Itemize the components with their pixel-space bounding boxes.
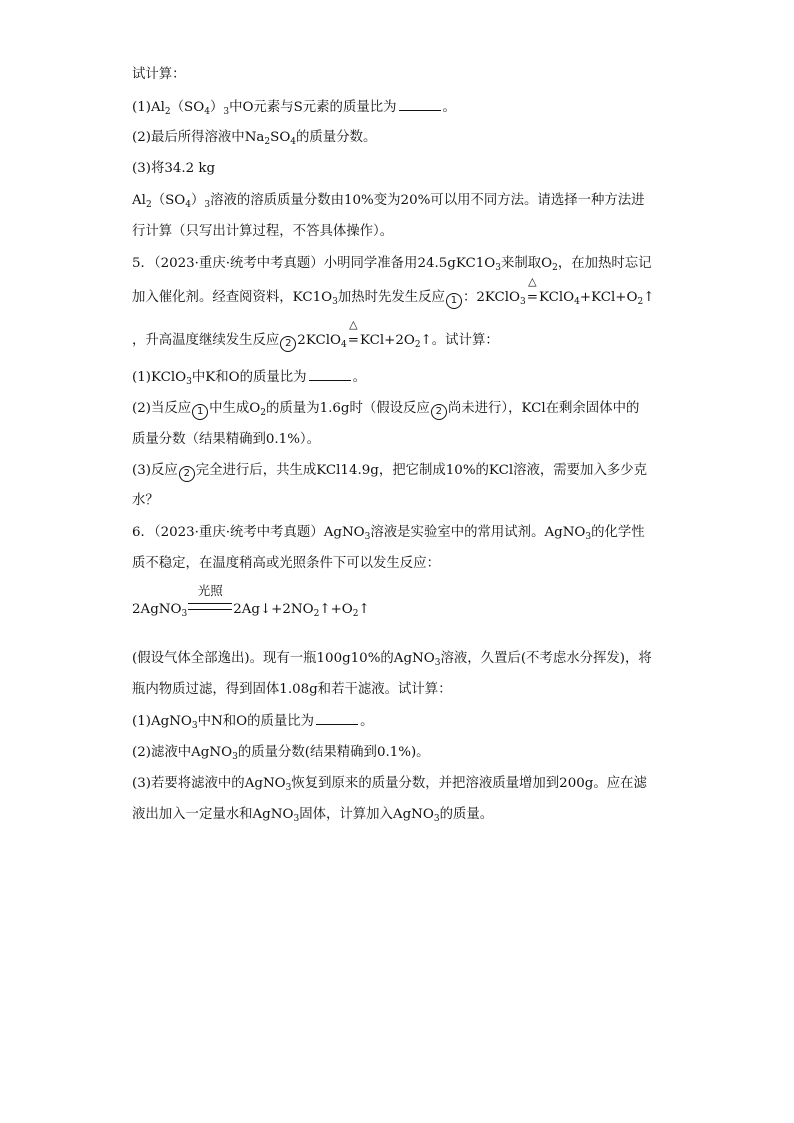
q4-part2: (2)最后所得溶液中$Na_2SO_4$的质量分数。	[132, 130, 377, 147]
q6-part2: (2)滤液中AgNO$_3$的质量分数(结果精确到0.1%)。	[132, 745, 430, 762]
circled-number-2-icon: 2	[431, 404, 447, 420]
answer-blank[interactable]	[309, 367, 351, 381]
answer-blank[interactable]	[316, 711, 358, 725]
q5-stem-line2: 加入催化剂。经查阅资料，$KC1O_3$加热时先发生反应 1 ：2KClO$_3$ △ $=KClO_4+KCl+O_2↑$	[132, 275, 655, 307]
q5-part2-line2: 质量分数（结果精确到0.1%）。	[132, 432, 321, 447]
circled-number-2-icon: 2	[280, 336, 296, 352]
intro-text: 试计算：	[132, 67, 186, 82]
reaction-arrow-light	[188, 583, 232, 621]
q5-part3: (3)反应 2 完全进行后，共生成KCl14.9g，把它制成10%的KCl溶液，需要加入多少克	[132, 460, 654, 482]
q4-part1: $(1)Al_2(SO_4)_3$中O元素与S元素的质量比为 。	[132, 97, 654, 119]
answer-blank[interactable]	[399, 97, 441, 111]
reaction-arrow-heat: △ =	[347, 318, 359, 348]
q6-part3-line2: 液出加入一定量水和AgNO$_3$固体，计算加入AgNO$_3$的质量。	[132, 807, 494, 824]
q6-stem-line2: 质不稳定，在温度稍高或光照条件下可以发生反应：	[132, 556, 440, 571]
q4-part3-line2: $Al_2(SO_4)_3$溶液的溶质质量分数由10%变为20%可以用不同方法。请选择一种方法进	[132, 193, 645, 210]
q4-part3: (3)将34.2 kg	[132, 161, 216, 176]
q4-part3-line3: 行计算（只写出计算过程，不答具体操作）。	[132, 224, 394, 239]
reaction-condition-label: 光照	[197, 583, 223, 598]
circled-number-2-icon: 2	[179, 466, 195, 482]
q5-part3-line2: 水？	[132, 493, 159, 508]
q6-part1: (1)AgNO$_3$中N和O的质量比为 。	[132, 711, 654, 733]
heat-triangle-icon: △	[349, 318, 358, 331]
q6-stem-line3: (假设气体全部逸出)。现有一瓶100g10%的AgNO$_3$溶液，久置后(不考虑水分挥发)，将	[132, 651, 652, 668]
q5-part1: (1)KClO$_3$中K和O的质量比为 。	[132, 367, 654, 389]
q5-stem-line1: 5．（2023·重庆·统考中考真题）小明同学准备用$24.5gKC1O_3$来制取$O_2$，在加热时忘记	[132, 256, 652, 273]
q6-equation: 2AgNO$_3$ 光照 $2Ag↓+2NO_2↑+O_2↑$	[132, 583, 370, 619]
circled-number-1-icon: 1	[446, 293, 462, 309]
circled-number-1-icon: 1	[192, 404, 208, 420]
q5-part2: (2)当反应 1 中生成$O_2$的质量为1.6g时（假设反应 2 尚未进行），KCl在剩余固体中的	[132, 401, 640, 418]
reaction-arrow-heat: △ =	[526, 275, 538, 305]
q5-stem-line3: ，升高温度继续发生反应 2 2KClO$_4$ △ $=KCl+2O_2↑$。试计算：	[132, 318, 499, 350]
heat-triangle-icon: △	[528, 275, 537, 288]
q6-part3: (3)若要将滤液中的AgNO$_3$恢复到原来的质量分数，并把溶液质量增加到200g。应在滤	[132, 776, 647, 793]
q6-stem-line1: 6．（2023·重庆·统考中考真题）AgNO$_3$溶液是实验室中的常用试剂。AgNO$_3$的化学性	[132, 525, 645, 542]
q6-stem-line4: 瓶内物质过滤，得到固体1.08g和若干滤液。试计算：	[132, 682, 452, 697]
